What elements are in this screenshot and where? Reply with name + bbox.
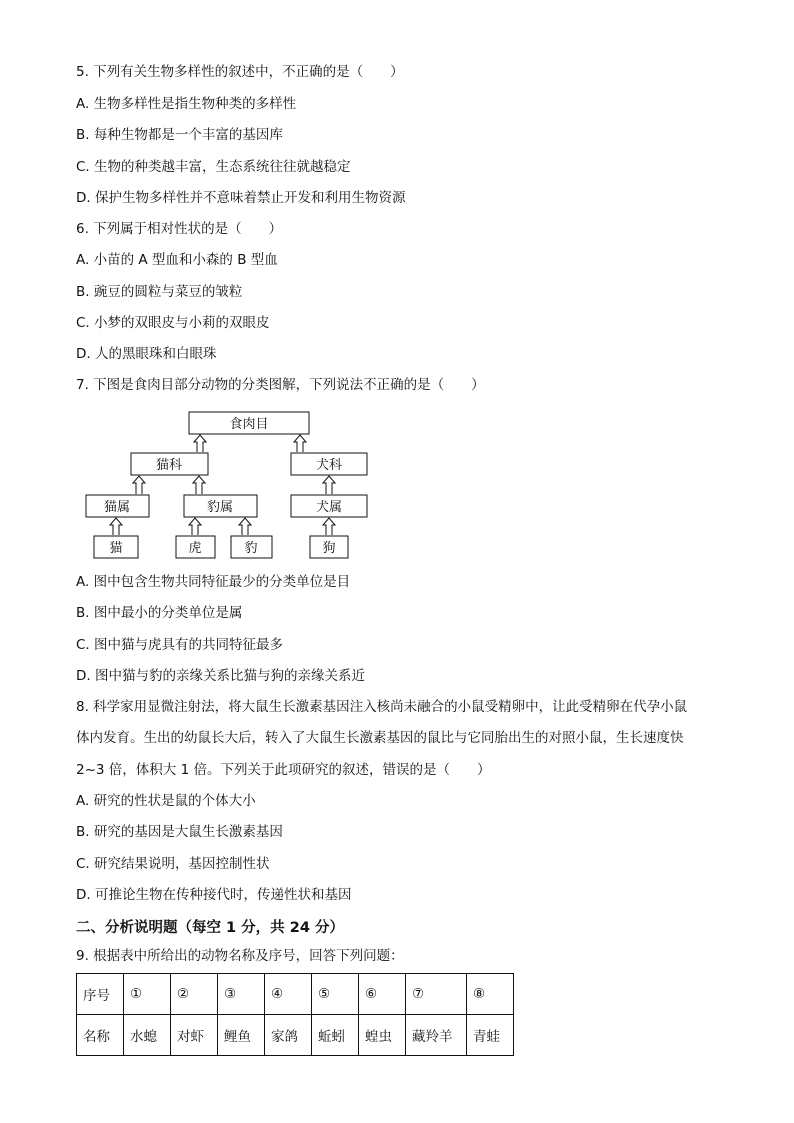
q5-option-c: C. 生物的种类越丰富，生态系统往往就越稳定 [76, 159, 351, 175]
q7-option-d: D. 图中猫与豹的亲缘关系比猫与狗的亲缘关系近 [76, 668, 365, 684]
label-leopard: 豹 [244, 541, 258, 556]
table-cell: 名称 [77, 1015, 124, 1056]
q6-option-a: A. 小苗的 A 型血和小森的 B 型血 [76, 252, 278, 268]
q5-option-a: A. 生物多样性是指生物种类的多样性 [76, 96, 297, 112]
section-title: 二、分析说明题（每空 1 分，共 24 分） [76, 920, 344, 936]
table-cell: ⑤ [312, 974, 359, 1015]
label-cat: 猫 [109, 541, 123, 556]
q6-option-b: B. 豌豆的圆粒与菜豆的皱粒 [76, 284, 243, 300]
arrow-cat-genus-to-family [133, 476, 145, 494]
arrow-leopard-to-genus [239, 518, 251, 535]
q6-stem: 6. 下列属于相对性状的是（ ） [76, 221, 283, 237]
label-dog: 狗 [322, 541, 336, 556]
table-row-number [77, 974, 514, 1015]
q7-stem: 7. 下图是食肉目部分动物的分类图解，下列说法不正确的是（ ） [76, 377, 485, 393]
table-cell: 序号 [77, 974, 124, 1015]
table-cell: 家鸽 [265, 1015, 312, 1056]
q8-option-d: D. 可推论生物在传种接代时，传递性状和基因 [76, 887, 352, 903]
table-cell: 青蛙 [467, 1015, 514, 1056]
arrow-cat-family-to-order [194, 435, 206, 452]
arrow-dog-family-to-order [294, 435, 306, 452]
animal-table [76, 973, 514, 1056]
q8-option-b: B. 研究的基因是大鼠生长激素基因 [76, 824, 283, 840]
table-cell: ⑥ [359, 974, 406, 1015]
q7-option-b: B. 图中最小的分类单位是属 [76, 605, 243, 621]
q5-option-b: B. 每种生物都是一个丰富的基因库 [76, 127, 283, 143]
arrow-dog-genus-to-family [323, 476, 335, 494]
table-cell: 对虾 [171, 1015, 218, 1056]
arrow-cat-to-genus [110, 518, 122, 535]
table-cell: 藏羚羊 [406, 1015, 467, 1056]
table-cell: 鲤鱼 [218, 1015, 265, 1056]
table-cell: ② [171, 974, 218, 1015]
q5-option-d: D. 保护生物多样性并不意味着禁止开发和利用生物资源 [76, 190, 406, 206]
table-cell: ④ [265, 974, 312, 1015]
table-cell: ⑦ [406, 974, 467, 1015]
q5-stem: 5. 下列有关生物多样性的叙述中，不正确的是（ ） [76, 64, 404, 80]
label-leopard-genus: 豹属 [206, 500, 234, 515]
table-cell: 蝗虫 [359, 1015, 406, 1056]
label-dog-genus: 犬属 [315, 500, 343, 515]
label-tiger: 虎 [188, 541, 202, 556]
q6-option-d: D. 人的黑眼珠和白眼珠 [76, 346, 217, 362]
label-order: 食肉目 [229, 417, 269, 432]
label-cat-genus: 猫属 [103, 500, 131, 515]
arrow-tiger-to-genus [189, 518, 201, 535]
arrow-leopard-genus-to-family [193, 476, 205, 494]
q7-option-a: A. 图中包含生物共同特征最少的分类单位是目 [76, 574, 351, 590]
table-cell: ① [124, 974, 171, 1015]
table-cell: ⑧ [467, 974, 514, 1015]
q8-option-c: C. 研究结果说明，基因控制性状 [76, 856, 270, 872]
table-row-name [77, 1015, 514, 1056]
q7-option-c: C. 图中猫与虎具有的共同特征最多 [76, 637, 284, 653]
table-cell: 水螅 [124, 1015, 171, 1056]
table-cell: ③ [218, 974, 265, 1015]
q8-stem-line-2: 体内发育。生出的幼鼠长大后，转入了大鼠生长激素基因的鼠比与它同胎出生的对照小鼠，生长速度快 [76, 730, 684, 746]
q8-stem-line-1: 8. 科学家用显微注射法，将大鼠生长激素基因注入核尚未融合的小鼠受精卵中，让此受精卵在代孕小鼠 [76, 699, 688, 715]
q8-option-a: A. 研究的性状是鼠的个体大小 [76, 793, 256, 809]
q9-stem: 9. 根据表中所给出的动物名称及序号，回答下列问题： [76, 948, 404, 964]
q8-stem-line-3: 2~3 倍，体积大 1 倍。下列关于此项研究的叙述，错误的是（ ） [76, 762, 491, 778]
table-cell: 蚯蚓 [312, 1015, 359, 1056]
label-cat-family: 猫科 [155, 458, 183, 473]
q6-option-c: C. 小梦的双眼皮与小莉的双眼皮 [76, 315, 270, 331]
arrow-dog-to-genus [323, 518, 335, 535]
label-dog-family: 犬科 [315, 458, 343, 473]
